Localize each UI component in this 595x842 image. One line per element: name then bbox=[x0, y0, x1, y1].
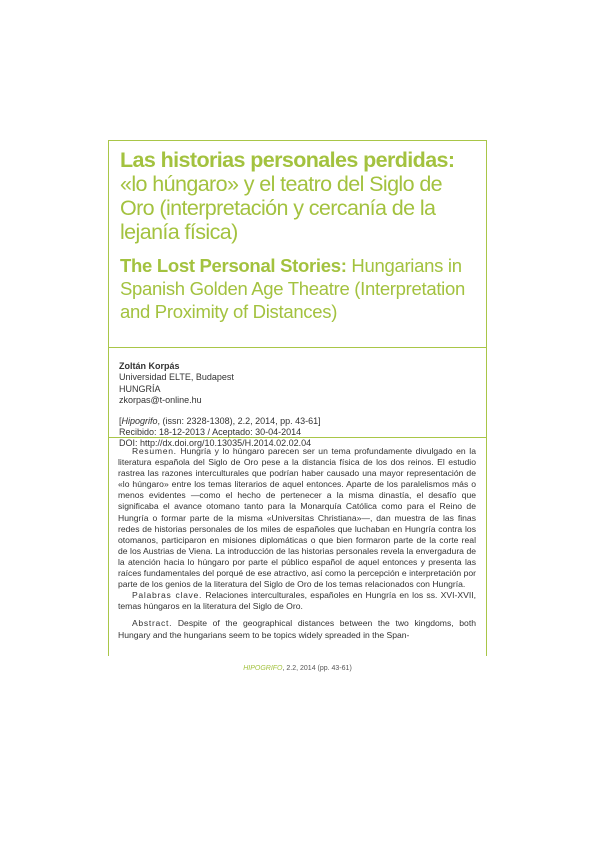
citation-line: [Hipogrifo, (issn: 2328-1308), 2.2, 2014, pp. 43-61] bbox=[119, 415, 321, 426]
palabras-clave-paragraph bbox=[118, 590, 476, 612]
palabras-clave-label: Palabras clave. bbox=[132, 590, 203, 601]
abstract-paragraph bbox=[118, 618, 476, 640]
citation-doi[interactable]: DOI: http://dx.doi.org/10.13035/H.2014.02.02.04 bbox=[119, 438, 312, 449]
abstract-text: Despite of the geographical distances between the two kingdoms, both Hungary and the hungarians seem to be topics widely spreaded in the Span- bbox=[118, 618, 476, 640]
citation-details: , (issn: 2328-1308), 2.2, 2014, pp. 43-61] bbox=[157, 415, 321, 426]
footer-journal: HIPOGRIFO bbox=[243, 665, 283, 672]
spanish-title bbox=[120, 148, 475, 244]
english-title bbox=[120, 254, 475, 323]
palabras-clave-text: Relaciones interculturales, españoles en Hungría en los ss. XVI-XVII, temas húngaros en la literatura del Siglo de Oro. bbox=[118, 590, 476, 612]
spanish-title-bold: Las historias personales perdidas: bbox=[120, 148, 455, 172]
author-box bbox=[108, 348, 487, 449]
author-name: Zoltán Korpás bbox=[119, 361, 180, 371]
resumen-text: Hungría y lo húngaro parecen ser un tema profundamente divulgado en la literatura española del Siglo de Oro pese a la distancia física de los dos reinos. El estudio rastrea las razones interculturales que podrían haber causado una mayor representación de «lo húngaro» entre los temas literarios de aquel entonces. Aparte de los paralelismos más o menos evidentes —como el hecho de pertenecer a la misma dinastía, el desafío que significaba el avance otomano tanto para la Monarquía Católica como para el Reino de Hungría o formar parte de la misma «Universitas Christiana»—, dan muestra de las finas redes de historias personales de los miles de españoles que luchaban en Hungría contra los otomanos, participaron en misiones diplomáticas o que bien formaron parte de la corte real de los Austrias de Viena. La introducción de las historias personales revela la envergadura de la atención hacia lo húngaro por parte el público español de aquel entonces y presenta las raíces fundamentales del porqué de ese atractivo, así como la percepción e interpretación por parte de los genios de la literatura del Siglo de Oro de los temas relacionados con Hungría. bbox=[118, 446, 476, 590]
resumen-label: Resumen. bbox=[132, 446, 177, 456]
abstract-label: Abstract. bbox=[132, 618, 173, 629]
title-box bbox=[108, 140, 487, 348]
footer-details: , 2.2, 2014 (pp. 43-61) bbox=[282, 665, 352, 672]
citation-dates: Recibido: 18-12-2013 / Aceptado: 30-04-2014 bbox=[119, 427, 302, 438]
author-affiliation: Universidad ELTE, Budapest bbox=[119, 372, 234, 383]
citation-journal: Hipogrifo bbox=[121, 415, 158, 426]
page-footer bbox=[0, 665, 595, 672]
author-country: HUNGRÍA bbox=[119, 383, 161, 394]
english-title-bold: The Lost Personal Stories: bbox=[120, 255, 347, 276]
spanish-title-rest: «lo húngaro» y el teatro del Siglo de Oro (interpretación y cercanía de la lejanía física) bbox=[120, 172, 443, 244]
abstract-box bbox=[108, 438, 487, 656]
resumen-paragraph bbox=[118, 446, 476, 590]
author-email[interactable]: zkorpas@t-online.hu bbox=[119, 395, 202, 406]
english-title-rest: Hungarians in Spanish Golden Age Theatre (Interpretation and Proximity of Distances) bbox=[120, 255, 465, 322]
